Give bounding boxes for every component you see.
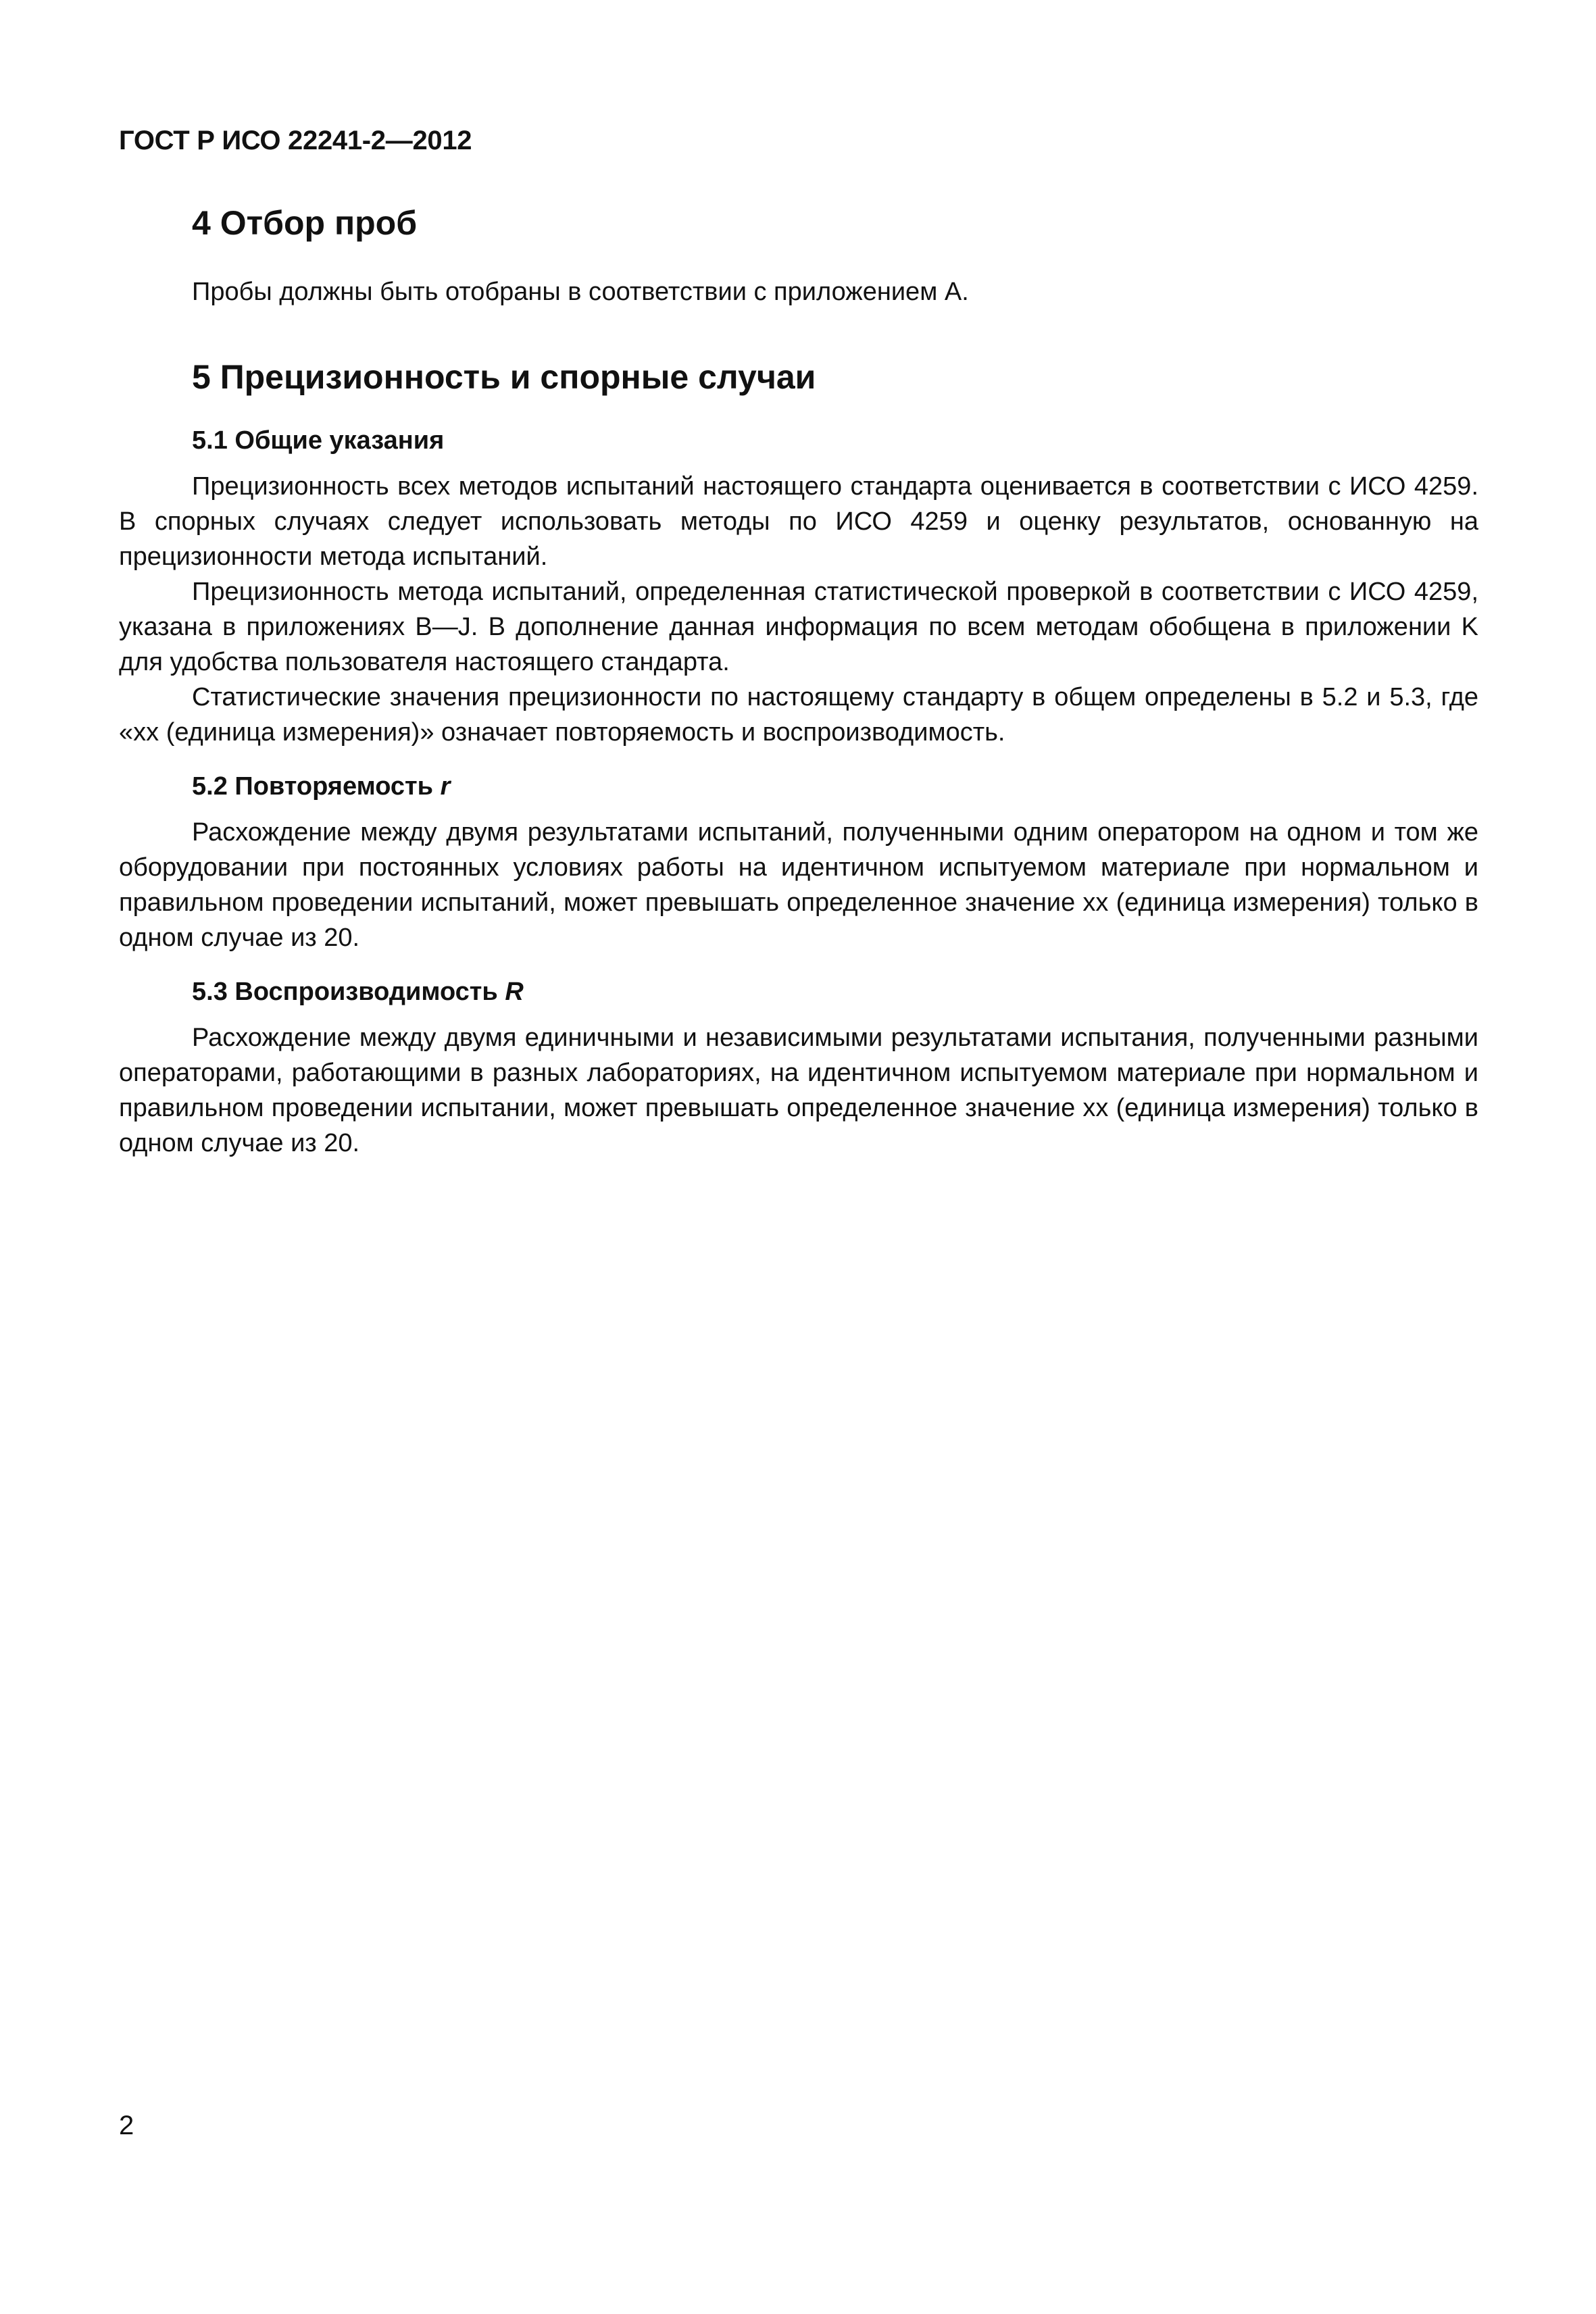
section-5-3-title-text: 5.3 Воспроизводимость xyxy=(192,978,498,1006)
page-number: 2 xyxy=(119,2111,134,2140)
section-5-1-paragraph-3: Статистические значения прецизионности по настоящему стандарту в общем определены в 5.2 и 5.3, где «хх (единица измерения)» означает повторяемость и воспроизводимость. xyxy=(119,683,1478,747)
document-code: ГОСТ Р ИСО 22241-2—2012 xyxy=(119,126,472,155)
section-5-2-paragraph: Расхождение между двумя результатами испытаний, полученными одним оператором на одном и том же оборудовании при постоянных условиях работы на идентичном испытуемом материале при нормальном и правильном проведении испытаний, может превышать определенное значение хх (единица измерения) только в одном случае из 20. xyxy=(119,818,1478,952)
section-5-title: 5 Прецизионность и спорные случаи xyxy=(192,358,816,396)
section-5-1-paragraph-1: Прецизионность всех методов испытаний настоящего стандарта оценивается в соответствии с ИСО 4259. В спорных случаях следует использовать методы по ИСО 4259 и оценку результатов, основанную на прецизионности метода испытаний. xyxy=(119,472,1478,571)
reproducibility-symbol: R xyxy=(505,978,524,1006)
repeatability-symbol: r xyxy=(440,772,451,801)
page-content xyxy=(119,196,1478,1161)
section-4-text: Пробы должны быть отобраны в соответствии с приложением А. xyxy=(192,278,969,306)
section-5-1-paragraph-2: Прецизионность метода испытаний, определенная статистической проверкой в соответствии с ИСО 4259, указана в приложениях В—J. В дополнение данная информация по всем методам обобщена в приложении K для удобства пользователя настоящего стандарта. xyxy=(119,578,1478,676)
section-5-3-title xyxy=(192,970,1478,1013)
section-5-2-title xyxy=(192,765,1478,808)
section-5-3-paragraph: Расхождение между двумя единичными и независимыми результатами испытания, полученными разными операторами, работающими в разных лабораториях, на идентичном испытуемом материале при нормальном и правильном проведении испытании, может превышать определенное значение хх (единица измерения) только в одном случае из 20. xyxy=(119,1024,1478,1157)
section-5-1-title: 5.1 Общие указания xyxy=(192,426,445,455)
section-5-2-title-text: 5.2 Повторяемость xyxy=(192,772,434,801)
section-4-title: 4 Отбор проб xyxy=(192,204,418,242)
